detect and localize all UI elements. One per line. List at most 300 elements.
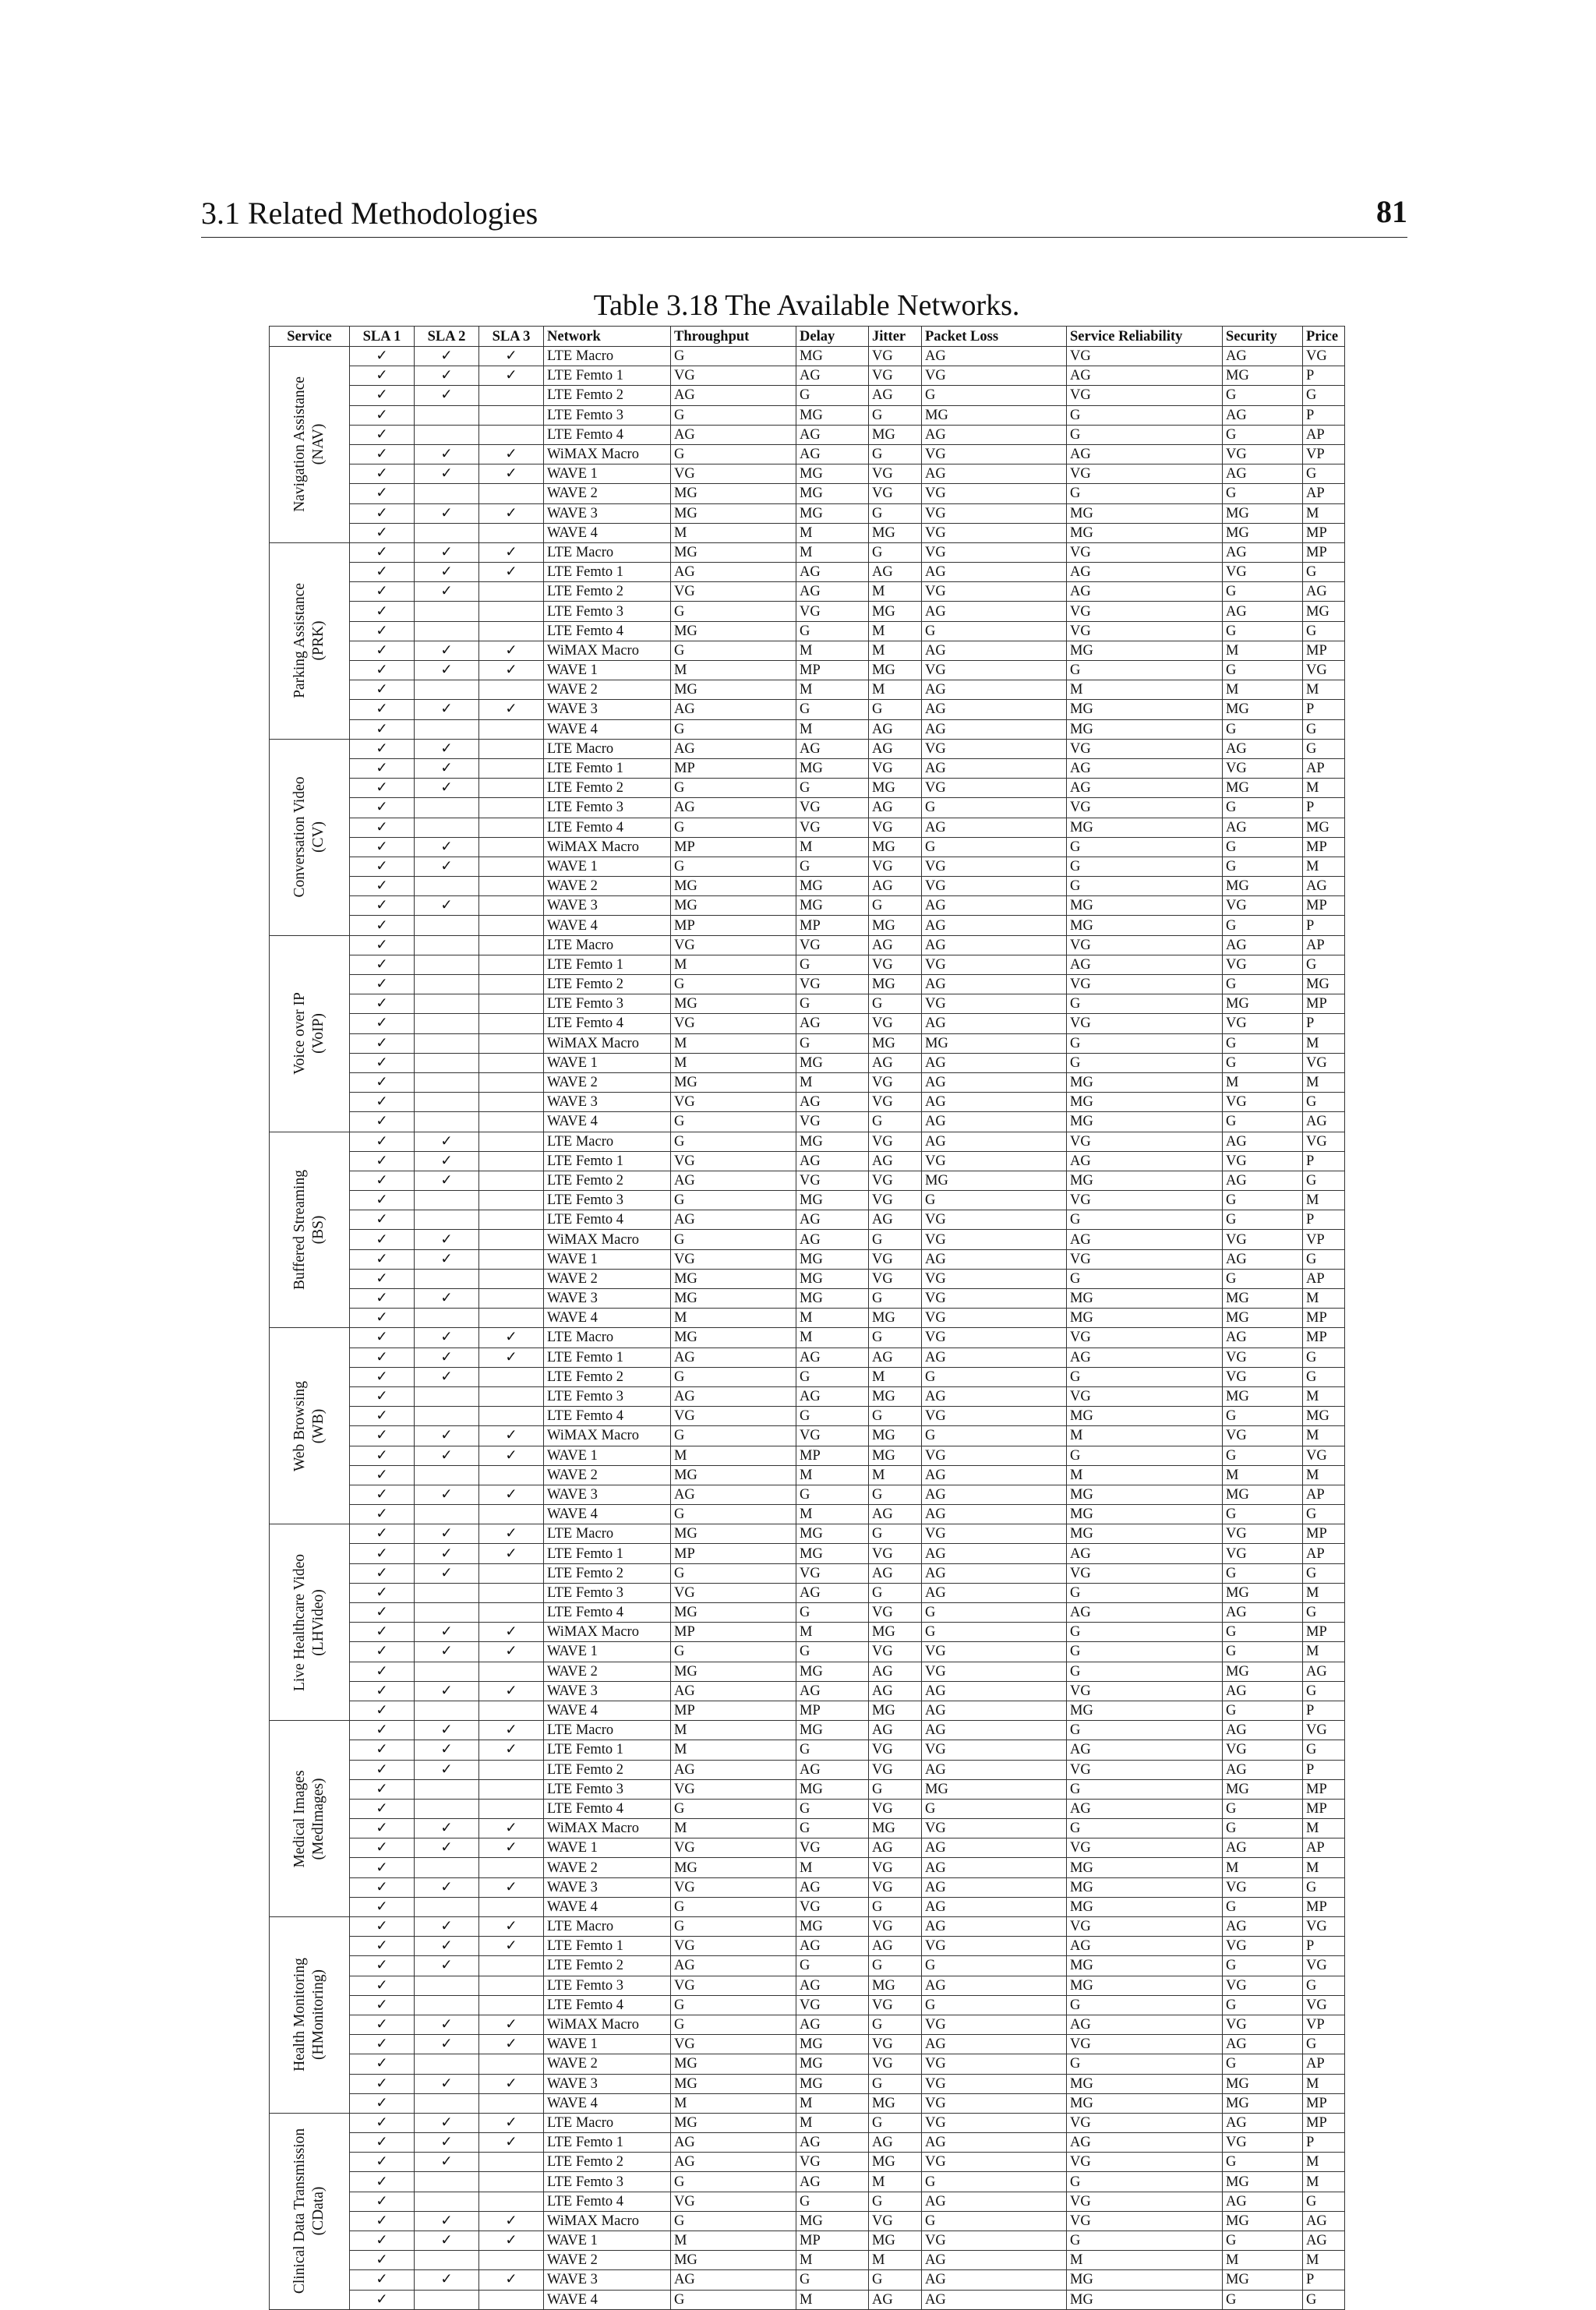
cell-throughput: MG (671, 1662, 796, 1681)
cell-throughput: VG (671, 1151, 796, 1171)
cell-security: MG (1223, 1289, 1303, 1309)
service-label (291, 377, 328, 513)
cell-price: M (1303, 1072, 1345, 1092)
cell-sla3: ✓ (479, 1426, 544, 1446)
cell-delay: G (796, 1799, 869, 1818)
cell-throughput: G (671, 641, 796, 660)
service-group-cell (270, 935, 350, 1132)
table-row (270, 366, 1345, 386)
cell-service-reliability: VG (1067, 2035, 1223, 2054)
cell-price: M (1303, 2153, 1345, 2172)
cell-sla3 (479, 818, 544, 837)
cell-sla3 (479, 425, 544, 444)
cell-service-reliability: AG (1067, 366, 1223, 386)
cell-service-reliability: AG (1067, 1937, 1223, 1956)
cell-sla3: ✓ (479, 2211, 544, 2231)
cell-service-reliability: VG (1067, 621, 1223, 641)
cell-delay: AG (796, 366, 869, 386)
service-group-cell (270, 2113, 350, 2309)
cell-security: AG (1223, 2035, 1303, 2054)
cell-sla1: ✓ (350, 386, 415, 405)
cell-sla3: ✓ (479, 1917, 544, 1937)
cell-network: WiMAX Macro (544, 837, 671, 857)
cell-jitter: AG (869, 1053, 922, 1072)
cell-sla1: ✓ (350, 1760, 415, 1779)
header-sla3: SLA 3 (479, 327, 544, 347)
cell-sla1: ✓ (350, 955, 415, 974)
cell-packet-loss: VG (922, 1328, 1067, 1348)
cell-delay: G (796, 1407, 869, 1426)
cell-sla3 (479, 1858, 544, 1877)
cell-sla3 (479, 1112, 544, 1132)
available-networks-table (269, 326, 1345, 2310)
cell-jitter: G (869, 1485, 922, 1504)
cell-jitter: VG (869, 1760, 922, 1779)
cell-jitter: G (869, 994, 922, 1014)
cell-security: G (1223, 1563, 1303, 1583)
cell-price: M (1303, 2172, 1345, 2192)
cell-delay: M (796, 1858, 869, 1877)
cell-delay: AG (796, 1151, 869, 1171)
cell-packet-loss: AG (922, 1897, 1067, 1916)
cell-delay: MG (796, 1544, 869, 1563)
cell-packet-loss: AG (922, 1583, 1067, 1602)
cell-jitter: G (869, 1583, 922, 1602)
cell-sla2: ✓ (415, 837, 479, 857)
cell-sla2 (415, 1309, 479, 1328)
cell-security: AG (1223, 1917, 1303, 1937)
cell-delay: MG (796, 1249, 869, 1269)
cell-packet-loss: VG (922, 2113, 1067, 2132)
cell-network: LTE Femto 2 (544, 779, 671, 798)
service-abbr: (PRK) (310, 620, 327, 661)
cell-network: LTE Femto 3 (544, 994, 671, 1014)
table-row (270, 955, 1345, 974)
cell-service-reliability: VG (1067, 1249, 1223, 1269)
cell-throughput: AG (671, 425, 796, 444)
cell-network: LTE Macro (544, 1132, 671, 1151)
cell-sla2: ✓ (415, 1721, 479, 1740)
cell-service-reliability: G (1067, 2054, 1223, 2074)
cell-price: P (1303, 916, 1345, 935)
cell-sla3 (479, 1269, 544, 1288)
cell-network: WAVE 2 (544, 1858, 671, 1877)
cell-service-reliability: G (1067, 1819, 1223, 1838)
cell-throughput: M (671, 661, 796, 680)
cell-sla1: ✓ (350, 563, 415, 582)
header-price: Price (1303, 327, 1345, 347)
cell-jitter: G (869, 896, 922, 916)
cell-jitter: MG (869, 425, 922, 444)
cell-delay: M (796, 1465, 869, 1485)
cell-packet-loss: AG (922, 935, 1067, 955)
cell-sla1: ✓ (350, 1348, 415, 1367)
cell-throughput: M (671, 1819, 796, 1838)
cell-packet-loss: VG (922, 444, 1067, 464)
service-name: Voice over IP (291, 992, 308, 1075)
table-row (270, 2153, 1345, 2172)
service-abbr: (BS) (310, 1215, 327, 1245)
cell-sla3 (479, 1799, 544, 1818)
cell-service-reliability: G (1067, 2172, 1223, 2192)
cell-price: MG (1303, 1407, 1345, 1426)
cell-jitter: VG (869, 1249, 922, 1269)
cell-jitter: VG (869, 1858, 922, 1877)
cell-delay: AG (796, 425, 869, 444)
cell-delay: MG (796, 503, 869, 523)
cell-throughput: G (671, 2172, 796, 2192)
cell-security: G (1223, 798, 1303, 818)
cell-packet-loss: G (922, 2172, 1067, 2192)
cell-service-reliability: MG (1067, 1407, 1223, 1426)
cell-sla3 (479, 2251, 544, 2270)
cell-jitter: AG (869, 1681, 922, 1701)
cell-security: AG (1223, 405, 1303, 425)
cell-sla1: ✓ (350, 2054, 415, 2074)
table-row (270, 563, 1345, 582)
cell-security: AG (1223, 1760, 1303, 1779)
cell-sla1: ✓ (350, 1897, 415, 1916)
table-row (270, 1544, 1345, 1563)
cell-security: G (1223, 425, 1303, 444)
table-row (270, 1583, 1345, 1602)
cell-delay: MG (796, 464, 869, 484)
cell-price: VG (1303, 1053, 1345, 1072)
cell-delay: G (796, 700, 869, 719)
cell-packet-loss: AG (922, 1701, 1067, 1720)
cell-price: MP (1303, 896, 1345, 916)
cell-throughput: AG (671, 2153, 796, 2172)
cell-sla3 (479, 1289, 544, 1309)
cell-sla3 (479, 798, 544, 818)
cell-sla3: ✓ (479, 2035, 544, 2054)
service-group-cell (270, 347, 350, 543)
cell-sla1: ✓ (350, 1171, 415, 1190)
cell-network: WAVE 1 (544, 857, 671, 876)
table-row (270, 1249, 1345, 1269)
cell-security: G (1223, 1191, 1303, 1210)
cell-delay: VG (796, 1838, 869, 1858)
cell-packet-loss: VG (922, 877, 1067, 896)
cell-delay: VG (796, 975, 869, 994)
cell-packet-loss: AG (922, 602, 1067, 621)
cell-throughput: VG (671, 1093, 796, 1112)
cell-service-reliability: MG (1067, 1505, 1223, 1524)
cell-jitter: MG (869, 837, 922, 857)
cell-packet-loss: G (922, 1799, 1067, 1818)
cell-sla1: ✓ (350, 444, 415, 464)
cell-security: VG (1223, 2015, 1303, 2034)
cell-service-reliability: MG (1067, 1956, 1223, 1976)
cell-sla3: ✓ (479, 2113, 544, 2132)
cell-jitter: G (869, 2192, 922, 2211)
cell-security: AG (1223, 464, 1303, 484)
cell-packet-loss: VG (922, 484, 1067, 503)
cell-sla2: ✓ (415, 1819, 479, 1838)
cell-network: WAVE 2 (544, 2251, 671, 2270)
cell-packet-loss: G (922, 1623, 1067, 1642)
cell-throughput: AG (671, 563, 796, 582)
cell-jitter: VG (869, 857, 922, 876)
cell-sla1: ✓ (350, 347, 415, 366)
cell-sla1: ✓ (350, 1309, 415, 1328)
cell-delay: AG (796, 1014, 869, 1033)
cell-network: LTE Femto 3 (544, 1191, 671, 1210)
cell-security: AG (1223, 818, 1303, 837)
cell-sla2 (415, 484, 479, 503)
table-row (270, 1976, 1345, 1995)
cell-service-reliability: VG (1067, 1132, 1223, 1151)
cell-delay: AG (796, 1760, 869, 1779)
table-row (270, 2211, 1345, 2231)
cell-sla3: ✓ (479, 661, 544, 680)
cell-sla1: ✓ (350, 1681, 415, 1701)
cell-sla2: ✓ (415, 444, 479, 464)
cell-delay: AG (796, 1937, 869, 1956)
cell-service-reliability: MG (1067, 2093, 1223, 2113)
cell-jitter: VG (869, 758, 922, 778)
cell-network: LTE Femto 1 (544, 2133, 671, 2153)
cell-jitter: MG (869, 1976, 922, 1995)
cell-jitter: G (869, 1407, 922, 1426)
cell-sla3 (479, 1072, 544, 1092)
service-name: Clinical Data Transmission (291, 2128, 308, 2294)
cell-price: G (1303, 2192, 1345, 2211)
cell-packet-loss: AG (922, 1465, 1067, 1485)
cell-sla2 (415, 1112, 479, 1132)
cell-price: MP (1303, 1328, 1345, 1348)
cell-packet-loss: VG (922, 2054, 1067, 2074)
cell-network: WiMAX Macro (544, 1230, 671, 1249)
cell-network: WAVE 2 (544, 1465, 671, 1485)
table-row (270, 896, 1345, 916)
cell-security: VG (1223, 1937, 1303, 1956)
cell-throughput: G (671, 719, 796, 739)
cell-network: LTE Femto 4 (544, 425, 671, 444)
cell-sla2 (415, 1210, 479, 1230)
cell-throughput: VG (671, 2035, 796, 2054)
cell-security: VG (1223, 955, 1303, 974)
cell-sla1: ✓ (350, 2290, 415, 2309)
cell-throughput: G (671, 1642, 796, 1662)
cell-sla1: ✓ (350, 1662, 415, 1681)
cell-sla1: ✓ (350, 2093, 415, 2113)
cell-jitter: AG (869, 877, 922, 896)
cell-jitter: MG (869, 1623, 922, 1642)
cell-delay: G (796, 2192, 869, 2211)
cell-network: WAVE 1 (544, 1446, 671, 1465)
cell-throughput: VG (671, 1976, 796, 1995)
cell-jitter: VG (869, 1171, 922, 1190)
service-label (291, 1381, 328, 1471)
cell-network: WAVE 2 (544, 484, 671, 503)
cell-service-reliability: VG (1067, 1917, 1223, 1937)
cell-network: WAVE 3 (544, 1877, 671, 1897)
cell-packet-loss: G (922, 1603, 1067, 1623)
section-title: 3.1 Related Methodologies (201, 196, 538, 231)
cell-sla2: ✓ (415, 1563, 479, 1583)
cell-network: LTE Macro (544, 935, 671, 955)
cell-packet-loss: VG (922, 994, 1067, 1014)
cell-service-reliability: AG (1067, 2015, 1223, 2034)
cell-delay: G (796, 1367, 869, 1386)
cell-throughput: M (671, 1033, 796, 1053)
table-row (270, 1662, 1345, 1681)
cell-jitter: G (869, 542, 922, 562)
cell-service-reliability: G (1067, 837, 1223, 857)
cell-service-reliability: G (1067, 661, 1223, 680)
header-throughput: Throughput (671, 327, 796, 347)
cell-delay: G (796, 1740, 869, 1760)
cell-sla3: ✓ (479, 1328, 544, 1348)
cell-packet-loss: AG (922, 2251, 1067, 2270)
cell-network: LTE Femto 2 (544, 2153, 671, 2172)
cell-sla3 (479, 1249, 544, 1269)
cell-throughput: VG (671, 1583, 796, 1602)
cell-security: AG (1223, 602, 1303, 621)
cell-network: WAVE 1 (544, 661, 671, 680)
cell-packet-loss: VG (922, 542, 1067, 562)
cell-throughput: G (671, 1563, 796, 1583)
cell-throughput: AG (671, 1485, 796, 1504)
cell-delay: AG (796, 2015, 869, 2034)
cell-throughput: MG (671, 1858, 796, 1877)
cell-service-reliability: VG (1067, 1386, 1223, 1406)
cell-sla3: ✓ (479, 1819, 544, 1838)
cell-jitter: G (869, 1897, 922, 1916)
cell-network: WAVE 4 (544, 1897, 671, 1916)
cell-jitter: MG (869, 2093, 922, 2113)
cell-service-reliability: VG (1067, 386, 1223, 405)
cell-price: AP (1303, 935, 1345, 955)
cell-sla1: ✓ (350, 739, 415, 758)
table-row (270, 1132, 1345, 1151)
cell-network: WAVE 1 (544, 1053, 671, 1072)
cell-packet-loss: AG (922, 1760, 1067, 1779)
cell-price: M (1303, 1583, 1345, 1602)
cell-service-reliability: G (1067, 1033, 1223, 1053)
cell-network: LTE Femto 4 (544, 1799, 671, 1818)
cell-sla2: ✓ (415, 1249, 479, 1269)
table-row (270, 916, 1345, 935)
cell-service-reliability: G (1067, 877, 1223, 896)
cell-sla3 (479, 1662, 544, 1681)
cell-packet-loss: G (922, 621, 1067, 641)
cell-sla1: ✓ (350, 1642, 415, 1662)
cell-sla3 (479, 1563, 544, 1583)
table-row (270, 1289, 1345, 1309)
table-row (270, 2251, 1345, 2270)
cell-throughput: M (671, 2093, 796, 2113)
cell-sla2 (415, 405, 479, 425)
cell-sla2 (415, 2093, 479, 2113)
cell-security: G (1223, 857, 1303, 876)
cell-jitter: M (869, 621, 922, 641)
cell-network: WAVE 3 (544, 896, 671, 916)
cell-price: MP (1303, 1799, 1345, 1818)
service-label (291, 777, 328, 898)
table-row (270, 1033, 1345, 1053)
cell-sla2 (415, 1583, 479, 1602)
cell-delay: MG (796, 2054, 869, 2074)
table-row (270, 1937, 1345, 1956)
cell-security: M (1223, 680, 1303, 700)
cell-delay: G (796, 1642, 869, 1662)
cell-service-reliability: AG (1067, 779, 1223, 798)
cell-sla3 (479, 1465, 544, 1485)
cell-network: WAVE 4 (544, 1505, 671, 1524)
cell-delay: AG (796, 1681, 869, 1701)
cell-jitter: VG (869, 1642, 922, 1662)
cell-security: G (1223, 1210, 1303, 1230)
table-body (270, 347, 1345, 2310)
cell-sla1: ✓ (350, 975, 415, 994)
service-group-cell (270, 1721, 350, 1917)
cell-jitter: VG (869, 955, 922, 974)
cell-packet-loss: MG (922, 1033, 1067, 1053)
cell-packet-loss: VG (922, 1740, 1067, 1760)
cell-sla2: ✓ (415, 366, 479, 386)
cell-sla2: ✓ (415, 503, 479, 523)
cell-service-reliability: MG (1067, 916, 1223, 935)
cell-price: M (1303, 1386, 1345, 1406)
table-row (270, 1230, 1345, 1249)
cell-sla3 (479, 1760, 544, 1779)
cell-throughput: MG (671, 680, 796, 700)
cell-price: AG (1303, 877, 1345, 896)
cell-price: P (1303, 2133, 1345, 2153)
cell-sla1: ✓ (350, 2231, 415, 2251)
cell-service-reliability: AG (1067, 444, 1223, 464)
cell-sla2: ✓ (415, 758, 479, 778)
cell-throughput: VG (671, 935, 796, 955)
cell-network: WiMAX Macro (544, 1623, 671, 1642)
cell-throughput: M (671, 1053, 796, 1072)
cell-jitter: VG (869, 464, 922, 484)
cell-network: WAVE 1 (544, 464, 671, 484)
cell-service-reliability: VG (1067, 975, 1223, 994)
cell-service-reliability: MG (1067, 1309, 1223, 1328)
cell-price: M (1303, 503, 1345, 523)
cell-network: LTE Femto 3 (544, 1976, 671, 1995)
cell-sla1: ✓ (350, 779, 415, 798)
cell-packet-loss: VG (922, 661, 1067, 680)
cell-sla1: ✓ (350, 857, 415, 876)
cell-sla3: ✓ (479, 347, 544, 366)
cell-jitter: VG (869, 484, 922, 503)
cell-sla1: ✓ (350, 1721, 415, 1740)
cell-service-reliability: VG (1067, 798, 1223, 818)
cell-network: WAVE 1 (544, 1249, 671, 1269)
cell-sla3 (479, 955, 544, 974)
cell-security: AG (1223, 739, 1303, 758)
cell-sla1: ✓ (350, 1093, 415, 1112)
cell-delay: MP (796, 1701, 869, 1720)
cell-service-reliability: G (1067, 1642, 1223, 1662)
cell-sla2: ✓ (415, 1544, 479, 1563)
cell-sla1: ✓ (350, 1033, 415, 1053)
cell-delay: AG (796, 444, 869, 464)
header-service-reliability: Service Reliability (1067, 327, 1223, 347)
cell-sla3 (479, 1603, 544, 1623)
cell-network: WAVE 2 (544, 1269, 671, 1288)
cell-price: P (1303, 405, 1345, 425)
cell-delay: VG (796, 1426, 869, 1446)
cell-packet-loss: AG (922, 1838, 1067, 1858)
cell-service-reliability: MG (1067, 896, 1223, 916)
cell-sla2: ✓ (415, 1446, 479, 1465)
table-row (270, 1014, 1345, 1033)
